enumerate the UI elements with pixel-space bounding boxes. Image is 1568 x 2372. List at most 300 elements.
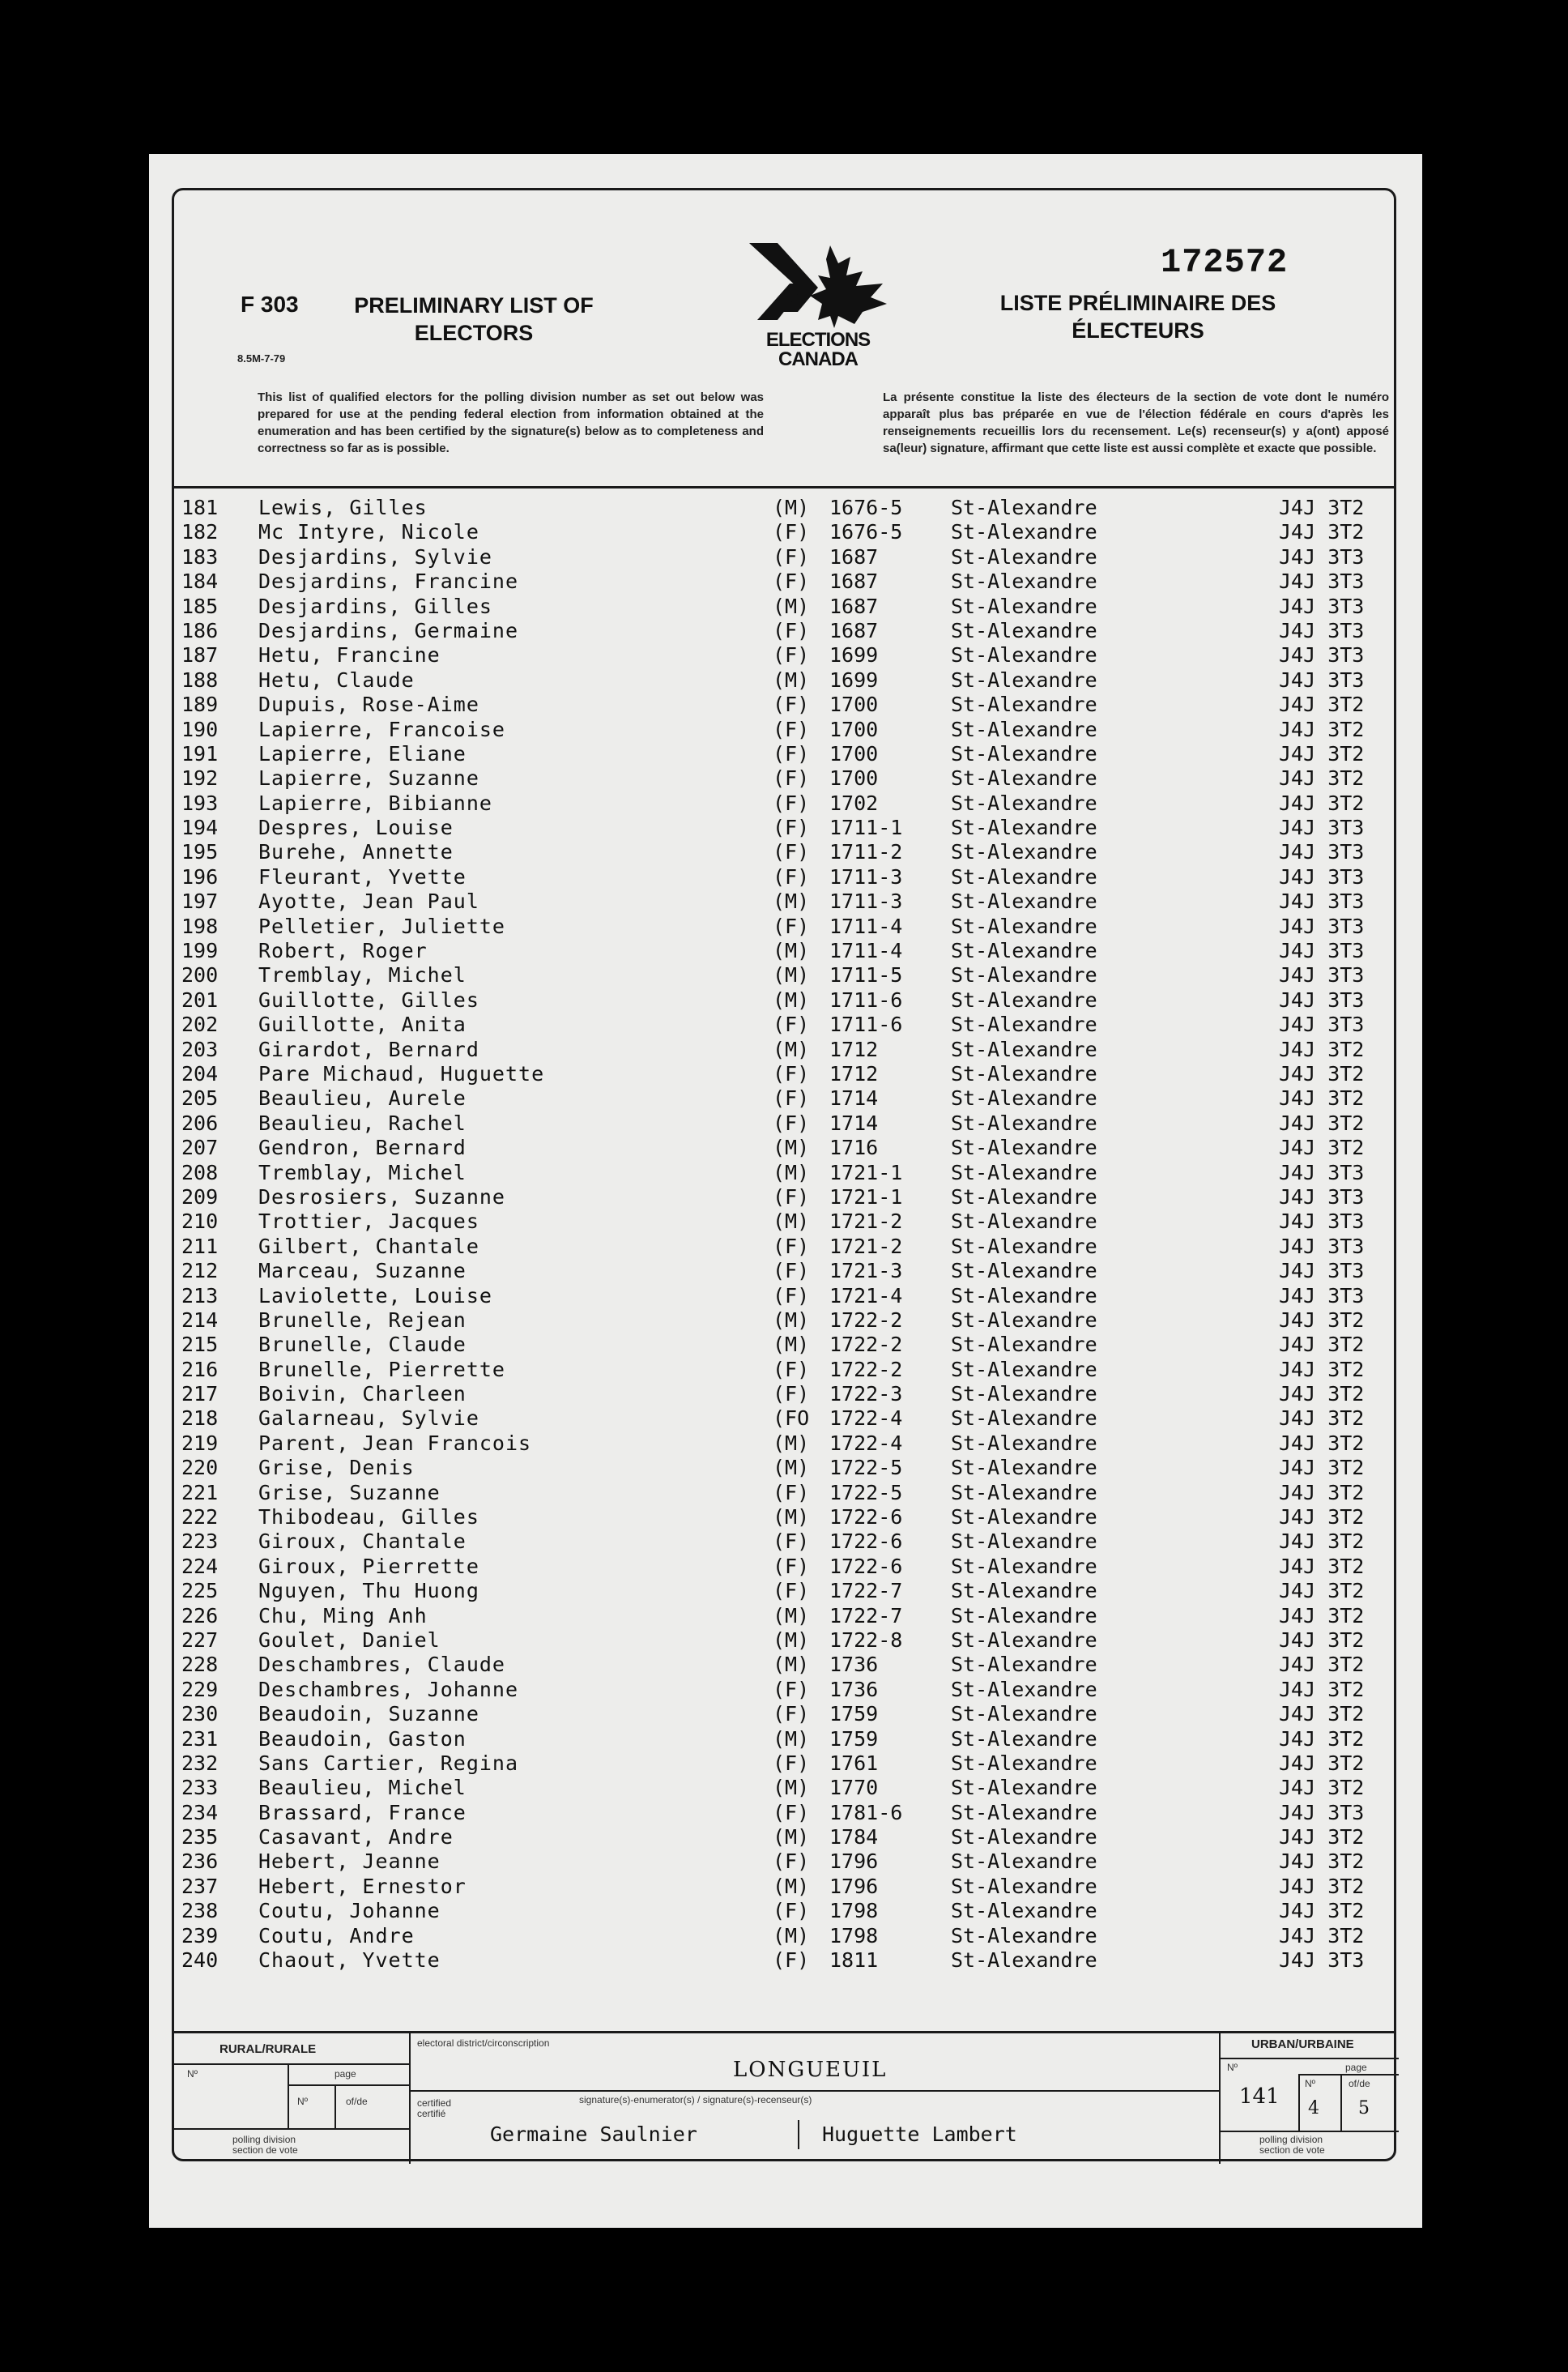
rural-page-rule (288, 2084, 409, 2086)
urban-vrule-2 (1340, 2074, 1342, 2131)
elector-address-number: 1722-7 (829, 1579, 903, 1603)
elector-postal-code: J4J 3T2 (1279, 1579, 1365, 1603)
elector-sex: (F) (773, 643, 810, 668)
elector-number: 184 (181, 570, 219, 594)
elector-street: St-Alexandre (951, 1086, 1097, 1111)
elector-sex: (F) (773, 693, 810, 717)
elector-postal-code: J4J 3T2 (1279, 496, 1365, 519)
elector-name: Deschambres, Johanne (258, 1677, 519, 1701)
elector-postal-code: J4J 3T3 (1279, 1948, 1365, 1973)
elector-number: 227 (181, 1628, 219, 1652)
elector-address-number: 1699 (829, 643, 879, 668)
elector-sex: (M) (773, 1874, 810, 1898)
elector-name: Pare Michaud, Huguette (258, 1061, 545, 1086)
elector-sex: (F) (773, 766, 810, 791)
elector-name: Lewis, Gilles (258, 496, 428, 519)
elector-row (149, 1529, 1422, 1554)
elector-postal-code: J4J 3T3 (1279, 840, 1365, 864)
elector-street: St-Alexandre (951, 1726, 1097, 1751)
elector-sex: (F) (773, 1702, 810, 1726)
signature-enumerator-2: Huguette Lambert (822, 2122, 1017, 2146)
elector-postal-code: J4J 3T3 (1279, 1160, 1365, 1184)
elector-address-number: 1721-2 (829, 1209, 903, 1234)
elector-address-number: 1687 (829, 544, 879, 569)
elector-sex: (F) (773, 1259, 810, 1283)
elector-number: 216 (181, 1357, 219, 1381)
elector-address-number: 1798 (829, 1923, 879, 1948)
district-label: electoral district/circonscription (417, 2037, 550, 2049)
elector-row (149, 1038, 1422, 1062)
elector-postal-code: J4J 3T3 (1279, 594, 1365, 618)
elector-postal-code: J4J 3T2 (1279, 1308, 1365, 1332)
elector-sex: (M) (773, 668, 810, 692)
elector-list (149, 496, 1422, 1973)
elector-name: Gendron, Bernard (258, 1136, 467, 1160)
elector-number: 192 (181, 766, 219, 791)
title-french-line2: ÉLECTEURS (1072, 318, 1204, 343)
rural-divider (409, 2031, 411, 2164)
elector-address-number: 1711-6 (829, 988, 903, 1012)
elector-sex: (F) (773, 1086, 810, 1111)
elector-number: 231 (181, 1726, 219, 1751)
form-number: F 303 (241, 292, 299, 317)
elector-row (149, 1382, 1422, 1406)
elector-sex: (F) (773, 1013, 810, 1037)
elector-postal-code: J4J 3T2 (1279, 1849, 1365, 1874)
elector-number: 222 (181, 1505, 219, 1529)
elector-sex: (M) (773, 1136, 810, 1160)
elector-row (149, 1924, 1422, 1948)
elector-name: Girardot, Bernard (258, 1037, 479, 1061)
elector-row (149, 1653, 1422, 1677)
elector-street: St-Alexandre (951, 1899, 1097, 1923)
elector-address-number: 1711-6 (829, 1013, 903, 1037)
elector-number: 200 (181, 963, 219, 988)
elector-number: 207 (181, 1136, 219, 1160)
signature-enumerator-1: Germaine Saulnier (490, 2122, 697, 2146)
elector-street: St-Alexandre (951, 1776, 1097, 1800)
elector-name: Casavant, Andre (258, 1825, 454, 1849)
elector-row (149, 840, 1422, 864)
certified-fr: certifié (417, 2108, 446, 2119)
elector-name: Chaout, Yvette (258, 1948, 441, 1973)
elector-street: St-Alexandre (951, 1456, 1097, 1480)
elector-sex: (F) (773, 1849, 810, 1874)
elector-name: Tremblay, Michel (258, 963, 467, 988)
signature-label: signature(s)-enumerator(s) / signature(s)-recenseur(s) (579, 2094, 812, 2105)
elector-sex: (F) (773, 544, 810, 569)
rural-vrule-1 (288, 2063, 289, 2130)
elector-postal-code: J4J 3T2 (1279, 1357, 1365, 1381)
elector-street: St-Alexandre (951, 1849, 1097, 1874)
logo-line1: ELECTIONS (765, 329, 871, 351)
elector-sex: (M) (773, 1825, 810, 1849)
elector-number: 213 (181, 1283, 219, 1308)
elector-sex: (M) (773, 890, 810, 914)
elector-row (149, 1013, 1422, 1037)
elector-postal-code: J4J 3T3 (1279, 1013, 1365, 1037)
elector-row (149, 1678, 1422, 1702)
elector-street: St-Alexandre (951, 1234, 1097, 1258)
elector-street: St-Alexandre (951, 1333, 1097, 1357)
elector-row (149, 570, 1422, 594)
elector-address-number: 1711-4 (829, 914, 903, 938)
elector-postal-code: J4J 3T3 (1279, 864, 1365, 889)
elector-number: 186 (181, 618, 219, 642)
elector-sex: (F) (773, 1554, 810, 1578)
elector-number: 220 (181, 1456, 219, 1480)
elector-name: Beaudoin, Suzanne (258, 1702, 479, 1726)
rural-polling-fr: section de vote (232, 2144, 298, 2156)
elector-street: St-Alexandre (951, 988, 1097, 1012)
elector-row (149, 1875, 1422, 1899)
elector-row (149, 939, 1422, 963)
certified-en: certified (417, 2097, 452, 2109)
elector-name: Lapierre, Francoise (258, 717, 505, 741)
elector-number: 208 (181, 1160, 219, 1184)
elector-sex: (F) (773, 717, 810, 741)
elector-sex: (F) (773, 816, 810, 840)
elector-street: St-Alexandre (951, 840, 1097, 864)
urban-bottom-rule (1221, 2131, 1399, 2132)
urban-rule (1221, 2058, 1399, 2059)
elector-street: St-Alexandre (951, 1184, 1097, 1209)
elector-postal-code: J4J 3T3 (1279, 1283, 1365, 1308)
elector-row (149, 718, 1422, 742)
elector-street: St-Alexandre (951, 741, 1097, 766)
elector-name: Hetu, Francine (258, 643, 441, 668)
elector-sex: (M) (773, 1603, 810, 1628)
elector-address-number: 1784 (829, 1825, 879, 1849)
elector-street: St-Alexandre (951, 1283, 1097, 1308)
elector-name: Guillotte, Gilles (258, 988, 479, 1012)
elector-address-number: 1722-2 (829, 1333, 903, 1357)
elector-row (149, 1505, 1422, 1529)
elector-postal-code: J4J 3T2 (1279, 1431, 1365, 1455)
elector-name: Brunelle, Pierrette (258, 1357, 505, 1381)
elector-street: St-Alexandre (951, 1037, 1097, 1061)
elector-address-number: 1722-4 (829, 1406, 903, 1431)
elector-address-number: 1687 (829, 618, 879, 642)
elector-number: 194 (181, 816, 219, 840)
rural-of-label: of/de (346, 2096, 368, 2107)
rural-label: RURAL/RURALE (219, 2042, 317, 2056)
elector-postal-code: J4J 3T2 (1279, 1726, 1365, 1751)
urban-vrule-1 (1298, 2074, 1300, 2131)
elector-sex: (F) (773, 840, 810, 864)
elector-name: Nguyen, Thu Huong (258, 1579, 479, 1603)
elector-sex: (F) (773, 1111, 810, 1135)
elector-street: St-Alexandre (951, 496, 1097, 519)
elector-postal-code: J4J 3T3 (1279, 668, 1365, 692)
elector-number: 212 (181, 1259, 219, 1283)
urban-of-label: of/de (1349, 2078, 1370, 2089)
elector-address-number: 1711-4 (829, 939, 903, 963)
elector-name: Beaudoin, Gaston (258, 1726, 467, 1751)
elector-postal-code: J4J 3T2 (1279, 1628, 1365, 1652)
elector-name: Beaulieu, Michel (258, 1776, 467, 1800)
elector-name: Sans Cartier, Regina (258, 1751, 519, 1775)
elector-address-number: 1722-6 (829, 1529, 903, 1554)
elector-address-number: 1811 (829, 1948, 879, 1973)
elector-row (149, 742, 1422, 766)
elector-number: 196 (181, 864, 219, 889)
elector-postal-code: J4J 3T2 (1279, 1702, 1365, 1726)
elections-canada-logo (741, 239, 895, 369)
elector-postal-code: J4J 3T3 (1279, 988, 1365, 1012)
elector-street: St-Alexandre (951, 1209, 1097, 1234)
elector-name: Hebert, Ernestor (258, 1874, 467, 1898)
elector-street: St-Alexandre (951, 1480, 1097, 1504)
elector-address-number: 1736 (829, 1653, 879, 1677)
elector-row (149, 1899, 1422, 1923)
elector-name: Robert, Roger (258, 939, 428, 963)
elector-address-number: 1721-4 (829, 1283, 903, 1308)
elector-number: 217 (181, 1382, 219, 1406)
elector-street: St-Alexandre (951, 939, 1097, 963)
elector-name: Brunelle, Rejean (258, 1308, 467, 1332)
rural-page-no-label: Nº (297, 2096, 309, 2107)
elector-row (149, 1825, 1422, 1849)
elector-name: Grise, Denis (258, 1456, 415, 1480)
elector-sex: (F) (773, 1234, 810, 1258)
elector-sex: (M) (773, 594, 810, 618)
elector-street: St-Alexandre (951, 643, 1097, 668)
elector-address-number: 1712 (829, 1037, 879, 1061)
elector-row (149, 1358, 1422, 1382)
elector-number: 230 (181, 1702, 219, 1726)
elector-address-number: 1711-3 (829, 864, 903, 889)
elector-postal-code: J4J 3T3 (1279, 914, 1365, 938)
rural-page-label: page (334, 2068, 356, 2080)
elector-sex: (F) (773, 1677, 810, 1701)
elector-name: Beaulieu, Aurele (258, 1086, 467, 1111)
elector-street: St-Alexandre (951, 864, 1097, 889)
elector-sex: (M) (773, 988, 810, 1012)
urban-page-no-label: Nº (1305, 2078, 1316, 2089)
elector-number: 203 (181, 1037, 219, 1061)
elector-postal-code: J4J 3T2 (1279, 766, 1365, 791)
serial-number: 172572 (1161, 243, 1289, 282)
elector-address-number: 1716 (829, 1136, 879, 1160)
elector-address-number: 1759 (829, 1726, 879, 1751)
elector-row (149, 1209, 1422, 1234)
elector-postal-code: J4J 3T2 (1279, 1086, 1365, 1111)
elector-address-number: 1761 (829, 1751, 879, 1775)
elector-postal-code: J4J 3T2 (1279, 1061, 1365, 1086)
elector-sex: (F) (773, 791, 810, 815)
elector-name: Giroux, Pierrette (258, 1554, 479, 1578)
elector-postal-code: J4J 3T2 (1279, 1677, 1365, 1701)
maple-leaf-x-icon (741, 239, 895, 332)
elector-address-number: 1722-5 (829, 1456, 903, 1480)
elector-address-number: 1722-6 (829, 1554, 903, 1578)
elector-number: 223 (181, 1529, 219, 1554)
elector-number: 239 (181, 1923, 219, 1948)
elector-sex: (M) (773, 939, 810, 963)
elector-street: St-Alexandre (951, 1013, 1097, 1037)
elector-address-number: 1722-4 (829, 1431, 903, 1455)
elector-address-number: 1687 (829, 594, 879, 618)
elector-name: Desjardins, Germaine (258, 618, 519, 642)
elector-sex: (F) (773, 1579, 810, 1603)
elector-row (149, 1235, 1422, 1259)
elector-sex: (F) (773, 570, 810, 594)
elector-sex: (F) (773, 864, 810, 889)
elector-sex: (F) (773, 1283, 810, 1308)
elector-postal-code: J4J 3T2 (1279, 1529, 1365, 1554)
elector-address-number: 1796 (829, 1849, 879, 1874)
elector-sex: (F) (773, 1751, 810, 1775)
elector-sex: (F) (773, 1382, 810, 1406)
elector-address-number: 1712 (829, 1061, 879, 1086)
elector-name: Lapierre, Suzanne (258, 766, 479, 791)
elector-name: Hetu, Claude (258, 668, 415, 692)
elector-street: St-Alexandre (951, 1825, 1097, 1849)
elector-row (149, 1456, 1422, 1480)
elector-sex: (F) (773, 1061, 810, 1086)
elector-street: St-Alexandre (951, 1653, 1097, 1677)
elector-street: St-Alexandre (951, 1628, 1097, 1652)
elector-postal-code: J4J 3T2 (1279, 1136, 1365, 1160)
elector-name: Coutu, Andre (258, 1923, 415, 1948)
elector-name: Desrosiers, Suzanne (258, 1184, 505, 1209)
elector-address-number: 1702 (829, 791, 879, 815)
elector-name: Giroux, Chantale (258, 1529, 467, 1554)
elector-street: St-Alexandre (951, 1948, 1097, 1973)
elector-street: St-Alexandre (951, 1308, 1097, 1332)
elector-address-number: 1781-6 (829, 1800, 903, 1824)
elector-row (149, 619, 1422, 643)
elector-postal-code: J4J 3T2 (1279, 791, 1365, 815)
elector-postal-code: J4J 3T2 (1279, 1406, 1365, 1431)
elector-street: St-Alexandre (951, 520, 1097, 544)
elector-sex: (F) (773, 914, 810, 938)
elector-row (149, 1727, 1422, 1751)
elector-row (149, 1185, 1422, 1209)
elector-address-number: 1722-2 (829, 1308, 903, 1332)
elector-number: 214 (181, 1308, 219, 1332)
elector-street: St-Alexandre (951, 1136, 1097, 1160)
elector-sex: (M) (773, 1776, 810, 1800)
elector-number: 236 (181, 1849, 219, 1874)
elector-sex: (F) (773, 1948, 810, 1973)
elector-row (149, 1431, 1422, 1456)
elector-postal-code: J4J 3T2 (1279, 717, 1365, 741)
elector-address-number: 1798 (829, 1899, 879, 1923)
elector-address-number: 1676-5 (829, 520, 903, 544)
elector-address-number: 1721-3 (829, 1259, 903, 1283)
elector-postal-code: J4J 3T2 (1279, 1480, 1365, 1504)
elector-row (149, 693, 1422, 717)
elector-number: 219 (181, 1431, 219, 1455)
elector-sex: (F) (773, 520, 810, 544)
elector-postal-code: J4J 3T2 (1279, 1382, 1365, 1406)
title-french (984, 289, 1292, 344)
elector-row (149, 643, 1422, 668)
elector-postal-code: J4J 3T2 (1279, 1111, 1365, 1135)
elector-number: 237 (181, 1874, 219, 1898)
rural-polling-label (232, 2135, 298, 2156)
elector-street: St-Alexandre (951, 1111, 1097, 1135)
elector-address-number: 1722-3 (829, 1382, 903, 1406)
elector-number: 211 (181, 1234, 219, 1258)
elector-number: 182 (181, 520, 219, 544)
elector-sex: (M) (773, 1456, 810, 1480)
elector-postal-code: J4J 3T3 (1279, 570, 1365, 594)
title-english (352, 292, 595, 347)
elector-address-number: 1711-1 (829, 816, 903, 840)
elector-row (149, 1555, 1422, 1579)
elector-row (149, 545, 1422, 570)
elector-number: 224 (181, 1554, 219, 1578)
elector-sex: (F) (773, 1480, 810, 1504)
elector-number: 240 (181, 1948, 219, 1973)
intro-english: This list of qualified electors for the polling division number as set out below was prepared for use at the pending federal election from information obtained at the enumeration and has been certified by the signature(s) below as to completeness and correctness so far as is possible. (258, 390, 764, 455)
elector-sex: (F) (773, 1800, 810, 1824)
elector-street: St-Alexandre (951, 594, 1097, 618)
elector-street: St-Alexandre (951, 1259, 1097, 1283)
elector-number: 198 (181, 914, 219, 938)
elector-street: St-Alexandre (951, 570, 1097, 594)
urban-polling-label (1259, 2135, 1325, 2156)
rural-polling-en: polling division (232, 2134, 296, 2145)
elector-name: Brassard, France (258, 1800, 467, 1824)
urban-of-value: 5 (1358, 2098, 1370, 2118)
elector-address-number: 1721-1 (829, 1184, 903, 1209)
elector-number: 210 (181, 1209, 219, 1234)
elector-number: 195 (181, 840, 219, 864)
elector-postal-code: J4J 3T3 (1279, 1259, 1365, 1283)
elector-number: 189 (181, 693, 219, 717)
elector-name: Grise, Suzanne (258, 1480, 441, 1504)
elector-postal-code: J4J 3T3 (1279, 963, 1365, 988)
elector-number: 209 (181, 1184, 219, 1209)
intro-french: La présente constitue la liste des électeurs de la section de vote dont le numéro apparaît plus bas préparée en vue de l'élection fédérale en cours d'après les renseignements recueillis lors du recensement. Le(s) recenseur(s) y a(ont) apposé sa(leur) signature, affirmant que cette liste est aussi complète et exacte que possible. (883, 390, 1389, 455)
elector-address-number: 1676-5 (829, 496, 903, 519)
elector-street: St-Alexandre (951, 1677, 1097, 1701)
elector-name: Mc Intyre, Nicole (258, 520, 479, 544)
elector-number: 199 (181, 939, 219, 963)
elector-row (149, 1948, 1422, 1973)
urban-no-value: 141 (1239, 2084, 1280, 2109)
elector-number: 204 (181, 1061, 219, 1086)
elector-name: Lapierre, Bibianne (258, 791, 492, 815)
elector-number: 229 (181, 1677, 219, 1701)
elector-street: St-Alexandre (951, 544, 1097, 569)
elector-street: St-Alexandre (951, 668, 1097, 692)
elector-postal-code: J4J 3T2 (1279, 520, 1365, 544)
elector-postal-code: J4J 3T2 (1279, 693, 1365, 717)
elector-name: Hebert, Jeanne (258, 1849, 441, 1874)
elector-sex: (M) (773, 1209, 810, 1234)
rural-rule (174, 2063, 409, 2065)
elector-address-number: 1770 (829, 1776, 879, 1800)
elector-street: St-Alexandre (951, 1529, 1097, 1554)
elector-postal-code: J4J 3T2 (1279, 1603, 1365, 1628)
elector-sex: (M) (773, 1160, 810, 1184)
elector-sex: (M) (773, 1308, 810, 1332)
elector-name: Parent, Jean Francois (258, 1431, 532, 1455)
elector-address-number: 1699 (829, 668, 879, 692)
elector-row (149, 915, 1422, 939)
elector-street: St-Alexandre (951, 1751, 1097, 1775)
elector-row (149, 1284, 1422, 1308)
elector-number: 181 (181, 496, 219, 519)
elector-address-number: 1722-5 (829, 1480, 903, 1504)
elector-street: St-Alexandre (951, 1923, 1097, 1948)
elector-postal-code: J4J 3T3 (1279, 618, 1365, 642)
